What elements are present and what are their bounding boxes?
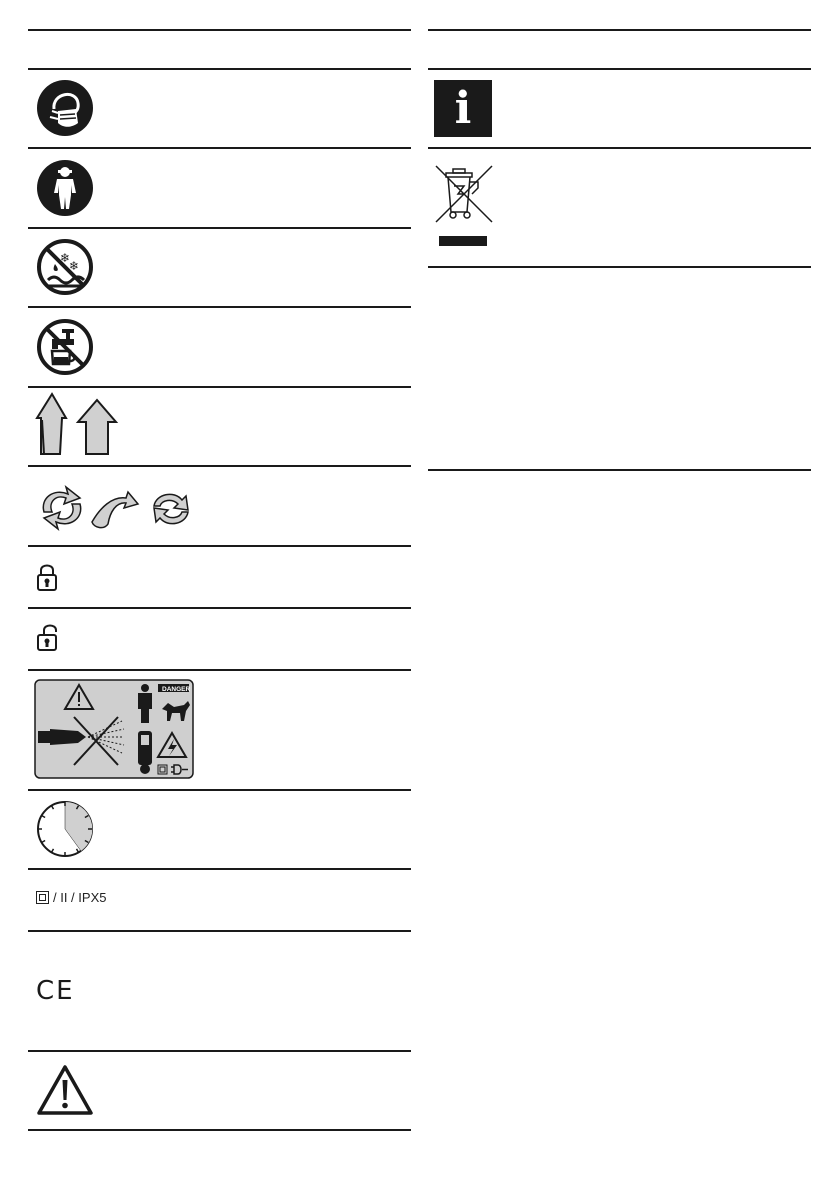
svg-text:❄: ❄ [60,251,71,265]
table-rule [428,469,811,471]
no-drinking-water-connection-icon [36,318,94,376]
table-rule [28,1050,411,1052]
table-rule [28,386,411,388]
rotation-arrows-icon [34,484,194,532]
locked-padlock-icon [36,562,58,592]
table-rule [428,68,811,70]
table-rule [428,147,811,149]
table-rule [28,789,411,791]
table-rule [428,29,811,31]
information-icon [434,80,492,137]
protective-clothing-icon [36,159,94,217]
table-rule [28,868,411,870]
ce-mark-icon: CE [36,976,75,1006]
table-rule [28,29,411,31]
table-rule [28,930,411,932]
svg-text:❄: ❄ [69,259,80,273]
table-rule [28,68,411,70]
weee-crossed-bin-icon [434,164,496,250]
safety-warning-label-icon [34,679,194,779]
information-letter: i [454,83,472,134]
table-rule [28,306,411,308]
table-rule [28,669,411,671]
danger-label-text: DANGER [162,686,191,693]
table-rule [28,545,411,547]
double-insulation-icon [36,891,49,904]
dust-mask-icon [36,79,94,137]
unlocked-padlock-icon [36,622,60,652]
warning-triangle-icon [36,1064,94,1116]
pressure-up-arrows-icon [34,392,120,458]
table-rule [28,1129,411,1131]
protection-class-text: / II / IPX5 [53,890,107,905]
table-rule [28,465,411,467]
table-rule [428,266,811,268]
timer-clock-icon [36,800,94,858]
no-frost-icon [36,238,94,296]
protection-class-icon [36,890,106,905]
table-rule [28,607,411,609]
table-rule [28,147,411,149]
table-rule [28,227,411,229]
